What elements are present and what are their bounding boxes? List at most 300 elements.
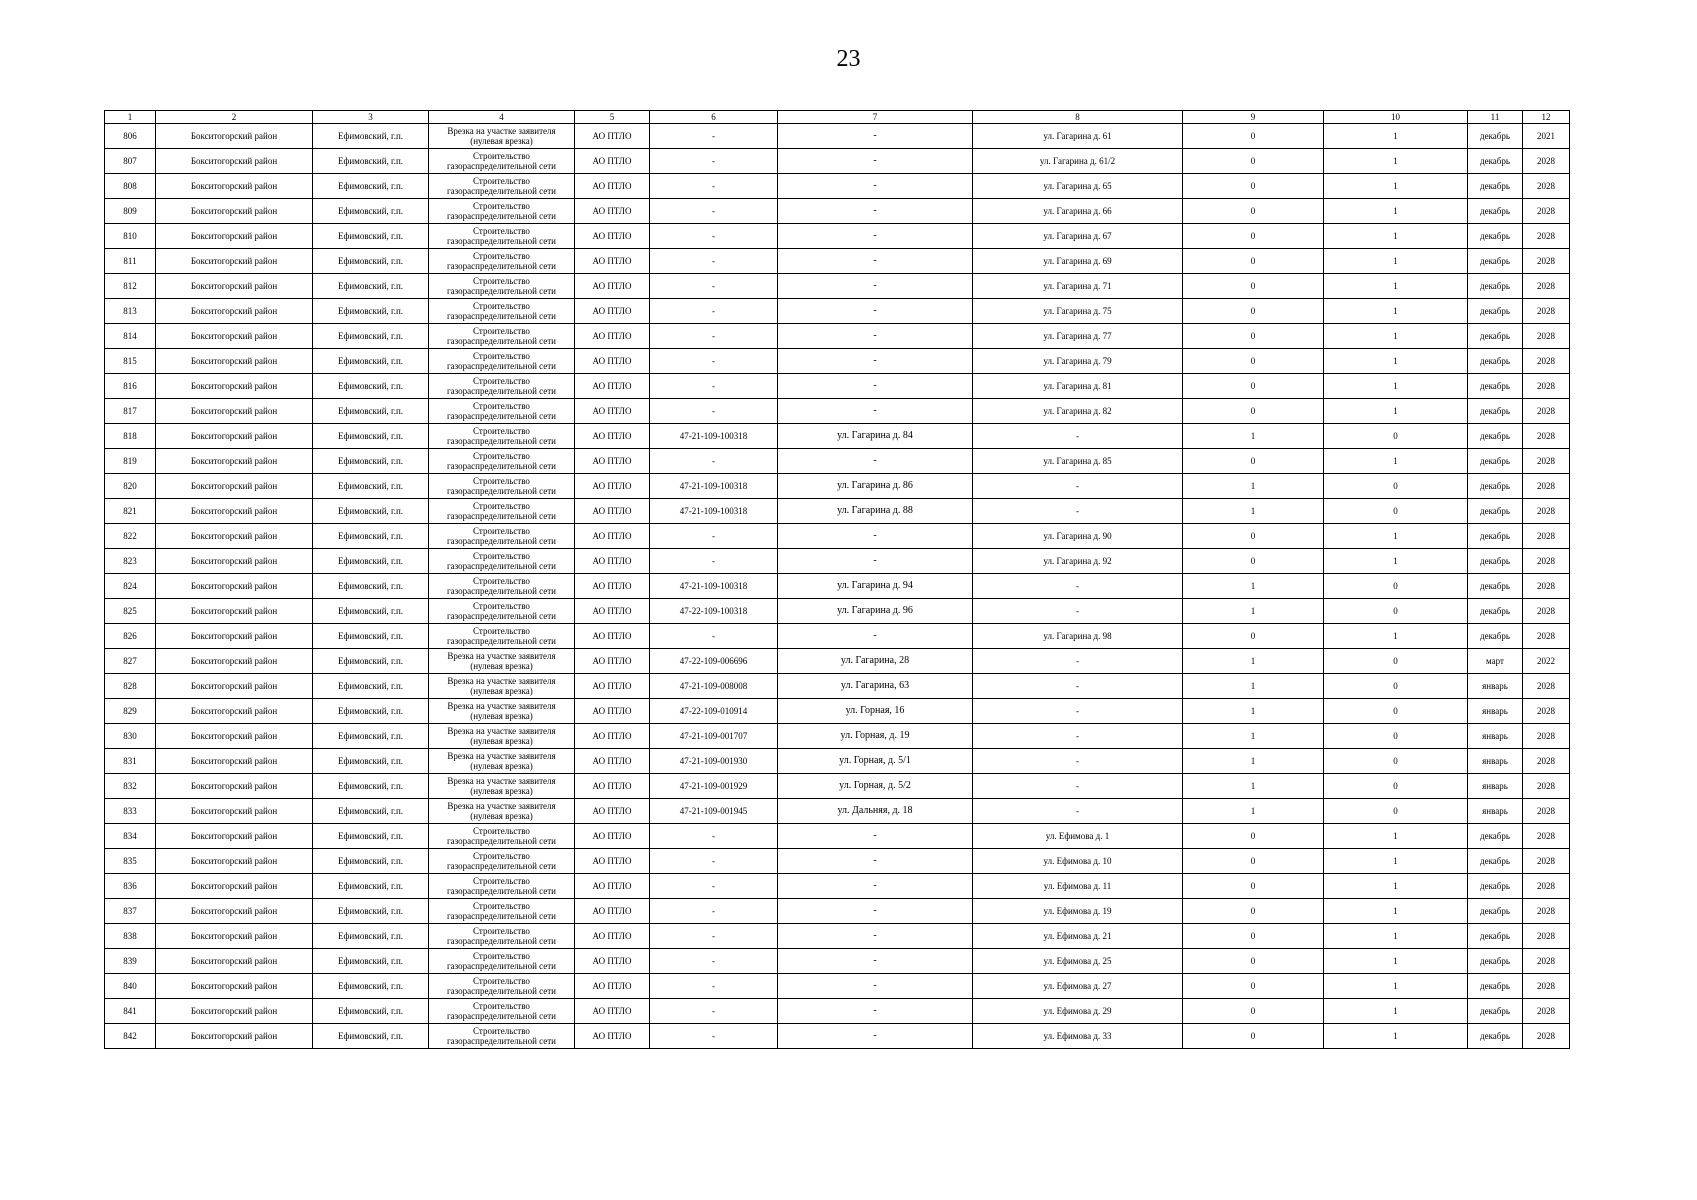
table-cell: АО ПТЛО xyxy=(575,824,650,849)
table-cell: - xyxy=(650,1024,778,1049)
table-cell: 1 xyxy=(1324,324,1468,349)
page-number: 23 xyxy=(836,46,861,72)
table-cell: декабрь xyxy=(1468,899,1523,924)
table-cell: Строительство газораспределительной сети xyxy=(429,524,575,549)
table-cell: Бокситогорский район xyxy=(156,499,313,524)
table-cell: 2028 xyxy=(1523,674,1570,699)
table-cell: Строительство газораспределительной сети xyxy=(429,449,575,474)
table-cell: ул. Гагарина д. 90 xyxy=(973,524,1183,549)
table-cell: ул. Гагарина д. 94 xyxy=(778,574,973,599)
table-cell: - xyxy=(973,599,1183,624)
table-cell: ул. Гагарина д. 69 xyxy=(973,249,1183,274)
column-header: 1 xyxy=(105,111,156,124)
table-cell: АО ПТЛО xyxy=(575,149,650,174)
table-cell: Ефимовский, г.п. xyxy=(313,249,429,274)
table-cell: 1 xyxy=(1324,849,1468,874)
table-cell: 2028 xyxy=(1523,974,1570,999)
table-cell: 2028 xyxy=(1523,924,1570,949)
table-cell: 808 xyxy=(105,174,156,199)
table-cell: декабрь xyxy=(1468,424,1523,449)
table-cell: ул. Гагарина д. 88 xyxy=(778,499,973,524)
table-cell: - xyxy=(973,749,1183,774)
table-cell: Бокситогорский район xyxy=(156,724,313,749)
table-cell: АО ПТЛО xyxy=(575,1024,650,1049)
table-cell: 0 xyxy=(1183,449,1324,474)
table-cell: АО ПТЛО xyxy=(575,849,650,874)
table-cell: Бокситогорский район xyxy=(156,599,313,624)
table-cell: Бокситогорский район xyxy=(156,824,313,849)
table-cell: декабрь xyxy=(1468,224,1523,249)
table-cell: Строительство газораспределительной сети xyxy=(429,499,575,524)
table-row xyxy=(105,949,1570,974)
table-cell: Ефимовский, г.п. xyxy=(313,749,429,774)
table-cell: АО ПТЛО xyxy=(575,649,650,674)
table-cell: АО ПТЛО xyxy=(575,449,650,474)
table-cell: 823 xyxy=(105,549,156,574)
table-cell: 835 xyxy=(105,849,156,874)
table-cell: 1 xyxy=(1324,174,1468,199)
table-cell: - xyxy=(650,299,778,324)
table-cell: Ефимовский, г.п. xyxy=(313,1024,429,1049)
table-cell: 1 xyxy=(1324,874,1468,899)
table-cell: Строительство газораспределительной сети xyxy=(429,374,575,399)
table-cell: Врезка на участке заявителя (нулевая врезка) xyxy=(429,749,575,774)
column-number-row xyxy=(105,111,1570,124)
table-cell: 2028 xyxy=(1523,849,1570,874)
column-header: 10 xyxy=(1324,111,1468,124)
table-cell: 814 xyxy=(105,324,156,349)
table-cell: 834 xyxy=(105,824,156,849)
table-cell: декабрь xyxy=(1468,174,1523,199)
table-cell: 47-22-109-006696 xyxy=(650,649,778,674)
gasification-table xyxy=(104,110,1570,1049)
table-cell: 2028 xyxy=(1523,874,1570,899)
table-cell: Бокситогорский район xyxy=(156,799,313,824)
table-cell: 0 xyxy=(1183,899,1324,924)
table-cell: 1 xyxy=(1324,899,1468,924)
table-row xyxy=(105,824,1570,849)
table-cell: АО ПТЛО xyxy=(575,299,650,324)
table-cell: Ефимовский, г.п. xyxy=(313,899,429,924)
table-cell: 820 xyxy=(105,474,156,499)
table-cell: Строительство газораспределительной сети xyxy=(429,224,575,249)
table-cell: АО ПТЛО xyxy=(575,549,650,574)
table-cell: Ефимовский, г.п. xyxy=(313,624,429,649)
table-cell: 2028 xyxy=(1523,824,1570,849)
table-cell: ул. Гагарина, 28 xyxy=(778,649,973,674)
table-cell: Бокситогорский район xyxy=(156,199,313,224)
table-cell: 1 xyxy=(1183,474,1324,499)
table-cell: АО ПТЛО xyxy=(575,349,650,374)
table-cell: - xyxy=(778,324,973,349)
table-cell: 2028 xyxy=(1523,174,1570,199)
table-cell: 0 xyxy=(1324,674,1468,699)
table-cell: Ефимовский, г.п. xyxy=(313,524,429,549)
table-cell: 1 xyxy=(1324,124,1468,149)
column-header: 6 xyxy=(650,111,778,124)
table-cell: 0 xyxy=(1183,524,1324,549)
table-cell: Ефимовский, г.п. xyxy=(313,299,429,324)
table-cell: 2028 xyxy=(1523,299,1570,324)
table-cell: АО ПТЛО xyxy=(575,249,650,274)
table-cell: - xyxy=(650,924,778,949)
table-cell: Строительство газораспределительной сети xyxy=(429,474,575,499)
table-body xyxy=(105,124,1570,1049)
table-row xyxy=(105,499,1570,524)
table-cell: декабрь xyxy=(1468,324,1523,349)
table-cell: - xyxy=(778,449,973,474)
table-row xyxy=(105,649,1570,674)
table-cell: декабрь xyxy=(1468,849,1523,874)
table-cell: Ефимовский, г.п. xyxy=(313,774,429,799)
column-header: 3 xyxy=(313,111,429,124)
table-cell: АО ПТЛО xyxy=(575,374,650,399)
table-row xyxy=(105,849,1570,874)
table-cell: Ефимовский, г.п. xyxy=(313,549,429,574)
table-cell: Ефимовский, г.п. xyxy=(313,374,429,399)
table-cell: - xyxy=(650,349,778,374)
table-cell: Строительство газораспределительной сети xyxy=(429,874,575,899)
table-cell: ул. Гагарина д. 85 xyxy=(973,449,1183,474)
table-cell: АО ПТЛО xyxy=(575,599,650,624)
table-cell: 2028 xyxy=(1523,1024,1570,1049)
table-cell: 817 xyxy=(105,399,156,424)
table-cell: ул. Гагарина д. 96 xyxy=(778,599,973,624)
table-cell: - xyxy=(778,399,973,424)
table-cell: Ефимовский, г.п. xyxy=(313,399,429,424)
table-cell: 0 xyxy=(1324,499,1468,524)
table-cell: декабрь xyxy=(1468,599,1523,624)
table-cell: 2028 xyxy=(1523,199,1570,224)
table-cell: 47-21-109-100318 xyxy=(650,574,778,599)
table-cell: 0 xyxy=(1324,774,1468,799)
table-cell: Ефимовский, г.п. xyxy=(313,149,429,174)
table-cell: декабрь xyxy=(1468,824,1523,849)
table-cell: - xyxy=(778,149,973,174)
table-cell: 2028 xyxy=(1523,399,1570,424)
table-cell: 0 xyxy=(1183,1024,1324,1049)
table-row xyxy=(105,199,1570,224)
table-cell: Строительство газораспределительной сети xyxy=(429,949,575,974)
table-cell: 0 xyxy=(1324,574,1468,599)
table-cell: 1 xyxy=(1324,374,1468,399)
table-cell: - xyxy=(650,549,778,574)
table-cell: январь xyxy=(1468,749,1523,774)
table-cell: 0 xyxy=(1324,699,1468,724)
table-cell: Бокситогорский район xyxy=(156,1024,313,1049)
table-cell: 47-21-109-008008 xyxy=(650,674,778,699)
table-cell: ул. Гагарина д. 77 xyxy=(973,324,1183,349)
table-cell: 1 xyxy=(1324,399,1468,424)
table-cell: Бокситогорский район xyxy=(156,574,313,599)
table-cell: - xyxy=(650,449,778,474)
table-row xyxy=(105,399,1570,424)
table-cell: ул. Ефимова д. 21 xyxy=(973,924,1183,949)
table-cell: 827 xyxy=(105,649,156,674)
table-row xyxy=(105,299,1570,324)
table-cell: Ефимовский, г.п. xyxy=(313,124,429,149)
table-cell: Бокситогорский район xyxy=(156,999,313,1024)
table-cell: АО ПТЛО xyxy=(575,624,650,649)
table-row xyxy=(105,899,1570,924)
table-cell: Строительство газораспределительной сети xyxy=(429,574,575,599)
table-cell: Строительство газораспределительной сети xyxy=(429,274,575,299)
table-cell: 2028 xyxy=(1523,549,1570,574)
table-row xyxy=(105,174,1570,199)
table-cell: ул. Гагарина д. 81 xyxy=(973,374,1183,399)
table-cell: 0 xyxy=(1183,824,1324,849)
table-cell: 0 xyxy=(1183,949,1324,974)
table-cell: 815 xyxy=(105,349,156,374)
table-cell: - xyxy=(973,774,1183,799)
table-cell: 829 xyxy=(105,699,156,724)
table-cell: декабрь xyxy=(1468,1024,1523,1049)
table-cell: 1 xyxy=(1324,449,1468,474)
table-cell: - xyxy=(778,524,973,549)
table-cell: 0 xyxy=(1183,299,1324,324)
table-cell: 842 xyxy=(105,1024,156,1049)
column-header: 5 xyxy=(575,111,650,124)
table-cell: Строительство газораспределительной сети xyxy=(429,824,575,849)
table-cell: 825 xyxy=(105,599,156,624)
table-cell: - xyxy=(778,624,973,649)
table-cell: 816 xyxy=(105,374,156,399)
table-row xyxy=(105,924,1570,949)
table-cell: 2028 xyxy=(1523,949,1570,974)
table-cell: ул. Горная, д. 19 xyxy=(778,724,973,749)
table-cell: АО ПТЛО xyxy=(575,949,650,974)
table-cell: Ефимовский, г.п. xyxy=(313,449,429,474)
table-cell: Бокситогорский район xyxy=(156,624,313,649)
table-cell: - xyxy=(973,499,1183,524)
table-row xyxy=(105,774,1570,799)
table-cell: Врезка на участке заявителя (нулевая врезка) xyxy=(429,799,575,824)
table-cell: Строительство газораспределительной сети xyxy=(429,999,575,1024)
table-cell: 1 xyxy=(1183,799,1324,824)
table-cell: ул. Гагарина д. 67 xyxy=(973,224,1183,249)
table-cell: Бокситогорский район xyxy=(156,974,313,999)
table-cell: декабрь xyxy=(1468,524,1523,549)
table-cell: 1 xyxy=(1183,499,1324,524)
table-cell: 1 xyxy=(1183,424,1324,449)
table-cell: - xyxy=(778,224,973,249)
table-cell: 0 xyxy=(1324,599,1468,624)
table-cell: 813 xyxy=(105,299,156,324)
table-cell: 2028 xyxy=(1523,699,1570,724)
column-header: 8 xyxy=(973,111,1183,124)
table-cell: 828 xyxy=(105,674,156,699)
column-header: 12 xyxy=(1523,111,1570,124)
table-cell: 821 xyxy=(105,499,156,524)
table-cell: ул. Дальняя, д. 18 xyxy=(778,799,973,824)
table-cell: 2028 xyxy=(1523,899,1570,924)
table-row xyxy=(105,974,1570,999)
table-cell: Бокситогорский район xyxy=(156,149,313,174)
table-cell: декабрь xyxy=(1468,274,1523,299)
table-cell: АО ПТЛО xyxy=(575,699,650,724)
table-cell: ул. Гагарина д. 86 xyxy=(778,474,973,499)
table-cell: АО ПТЛО xyxy=(575,324,650,349)
table-cell: Строительство газораспределительной сети xyxy=(429,174,575,199)
table-cell: ул. Гагарина д. 79 xyxy=(973,349,1183,374)
table-cell: Строительство газораспределительной сети xyxy=(429,149,575,174)
table-cell: Ефимовский, г.п. xyxy=(313,174,429,199)
table-cell: 2021 xyxy=(1523,124,1570,149)
table-cell: Строительство газораспределительной сети xyxy=(429,549,575,574)
column-header: 11 xyxy=(1468,111,1523,124)
table-cell: ул. Ефимова д. 29 xyxy=(973,999,1183,1024)
table-cell: 0 xyxy=(1324,749,1468,774)
table-cell: - xyxy=(650,124,778,149)
table-cell: 1 xyxy=(1183,674,1324,699)
table-cell: - xyxy=(973,799,1183,824)
table-cell: - xyxy=(973,724,1183,749)
table-cell: - xyxy=(650,224,778,249)
table-cell: декабрь xyxy=(1468,149,1523,174)
table-cell: Бокситогорский район xyxy=(156,374,313,399)
table-cell: 1 xyxy=(1183,699,1324,724)
table-cell: - xyxy=(973,699,1183,724)
table-cell: 47-21-109-100318 xyxy=(650,499,778,524)
table-cell: 2028 xyxy=(1523,149,1570,174)
table-cell: 1 xyxy=(1324,199,1468,224)
table-row xyxy=(105,999,1570,1024)
table-cell: Бокситогорский район xyxy=(156,749,313,774)
table-cell: Ефимовский, г.п. xyxy=(313,799,429,824)
column-header: 2 xyxy=(156,111,313,124)
table-cell: Строительство газораспределительной сети xyxy=(429,249,575,274)
table-cell: - xyxy=(778,299,973,324)
table-cell: - xyxy=(650,399,778,424)
table-cell: Бокситогорский район xyxy=(156,424,313,449)
table-cell: 0 xyxy=(1183,249,1324,274)
table-cell: АО ПТЛО xyxy=(575,399,650,424)
table-cell: 1 xyxy=(1324,949,1468,974)
table-cell: - xyxy=(778,374,973,399)
table-cell: 1 xyxy=(1324,524,1468,549)
table-cell: Ефимовский, г.п. xyxy=(313,924,429,949)
table-cell: 2028 xyxy=(1523,599,1570,624)
table-cell: 1 xyxy=(1324,149,1468,174)
table-row xyxy=(105,624,1570,649)
table-cell: Бокситогорский район xyxy=(156,874,313,899)
table-cell: декабрь xyxy=(1468,949,1523,974)
table-row xyxy=(105,574,1570,599)
table-cell: АО ПТЛО xyxy=(575,974,650,999)
table-row xyxy=(105,324,1570,349)
table-cell: ул. Гагарина д. 65 xyxy=(973,174,1183,199)
table-cell: декабрь xyxy=(1468,999,1523,1024)
table-cell: - xyxy=(778,549,973,574)
table-cell: 0 xyxy=(1324,424,1468,449)
table-cell: Бокситогорский район xyxy=(156,949,313,974)
table-cell: 819 xyxy=(105,449,156,474)
table-cell: Врезка на участке заявителя (нулевая врезка) xyxy=(429,774,575,799)
table-cell: 1 xyxy=(1324,349,1468,374)
table-cell: - xyxy=(778,274,973,299)
table-cell: декабрь xyxy=(1468,574,1523,599)
table-row xyxy=(105,424,1570,449)
table-cell: Строительство газораспределительной сети xyxy=(429,424,575,449)
table-cell: январь xyxy=(1468,774,1523,799)
table-cell: ул. Ефимова д. 1 xyxy=(973,824,1183,849)
table-cell: 47-21-109-001707 xyxy=(650,724,778,749)
table-row xyxy=(105,724,1570,749)
table-cell: - xyxy=(650,974,778,999)
table-cell: декабрь xyxy=(1468,399,1523,424)
table-cell: Строительство газораспределительной сети xyxy=(429,349,575,374)
table-cell: - xyxy=(973,649,1183,674)
table-cell: 812 xyxy=(105,274,156,299)
table-cell: 806 xyxy=(105,124,156,149)
table-row xyxy=(105,124,1570,149)
table-cell: Ефимовский, г.п. xyxy=(313,724,429,749)
table-cell: Ефимовский, г.п. xyxy=(313,424,429,449)
table-cell: АО ПТЛО xyxy=(575,274,650,299)
table-cell: Ефимовский, г.п. xyxy=(313,999,429,1024)
table-cell: - xyxy=(650,824,778,849)
table-cell: Врезка на участке заявителя (нулевая врезка) xyxy=(429,674,575,699)
table-cell: январь xyxy=(1468,799,1523,824)
table-cell: Ефимовский, г.п. xyxy=(313,849,429,874)
table-cell: АО ПТЛО xyxy=(575,499,650,524)
table-cell: - xyxy=(650,324,778,349)
table-cell: 2028 xyxy=(1523,424,1570,449)
table-cell: Бокситогорский район xyxy=(156,224,313,249)
table-cell: Ефимовский, г.п. xyxy=(313,824,429,849)
table-cell: - xyxy=(973,674,1183,699)
table-cell: - xyxy=(778,174,973,199)
table-cell: 2028 xyxy=(1523,249,1570,274)
table-cell: январь xyxy=(1468,699,1523,724)
table-cell: Строительство газораспределительной сети xyxy=(429,199,575,224)
table-cell: Бокситогорский район xyxy=(156,449,313,474)
table-cell: АО ПТЛО xyxy=(575,749,650,774)
table-cell: 1 xyxy=(1183,649,1324,674)
table-cell: Бокситогорский район xyxy=(156,249,313,274)
table-cell: - xyxy=(778,199,973,224)
table-cell: 832 xyxy=(105,774,156,799)
table-cell: - xyxy=(650,249,778,274)
table-cell: декабрь xyxy=(1468,349,1523,374)
table-row xyxy=(105,374,1570,399)
table-cell: АО ПТЛО xyxy=(575,674,650,699)
table-cell: 830 xyxy=(105,724,156,749)
table-cell: 47-21-109-001929 xyxy=(650,774,778,799)
table-cell: - xyxy=(778,249,973,274)
table-cell: ул. Гагарина д. 66 xyxy=(973,199,1183,224)
table-cell: Строительство газораспределительной сети xyxy=(429,924,575,949)
table-cell: Строительство газораспределительной сети xyxy=(429,599,575,624)
table-cell: - xyxy=(650,999,778,1024)
table-cell: 1 xyxy=(1324,974,1468,999)
table-cell: 2028 xyxy=(1523,349,1570,374)
table-row xyxy=(105,224,1570,249)
table-cell: 2028 xyxy=(1523,274,1570,299)
table-row xyxy=(105,799,1570,824)
table-cell: 1 xyxy=(1324,274,1468,299)
table-row xyxy=(105,449,1570,474)
table-row xyxy=(105,249,1570,274)
table-cell: 47-21-109-100318 xyxy=(650,474,778,499)
table-cell: 0 xyxy=(1183,324,1324,349)
table-cell: 1 xyxy=(1324,924,1468,949)
table-row xyxy=(105,674,1570,699)
table-cell: Бокситогорский район xyxy=(156,274,313,299)
table-cell: декабрь xyxy=(1468,874,1523,899)
table-cell: декабрь xyxy=(1468,499,1523,524)
table-cell: Бокситогорский район xyxy=(156,699,313,724)
